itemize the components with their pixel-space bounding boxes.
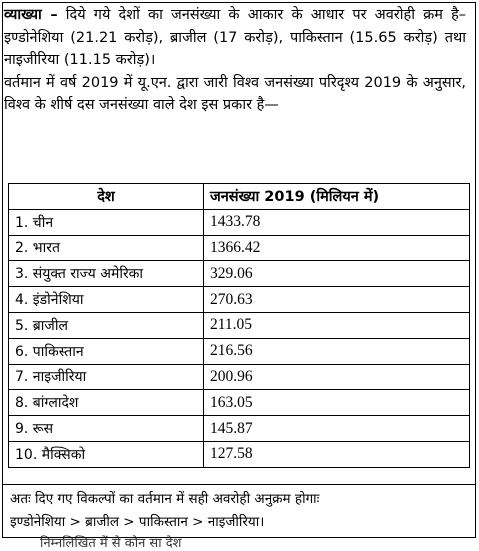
table-row (9, 261, 470, 287)
table-row (9, 287, 470, 313)
country-cell: 2. भारत (9, 235, 204, 261)
population-cell: 127.58 (204, 441, 470, 467)
population-cell: 145.87 (204, 416, 470, 442)
country-cell: 7. नाइजीरिया (9, 364, 204, 390)
conclusion-line-1: अतः दिए गए विकल्पों का वर्तमान में सही अवरोही अनुक्रम होगाः (10, 491, 320, 507)
country-cell: 3. संयुक्त राज्य अमेरिका (9, 261, 204, 287)
population-cell: 329.06 (204, 261, 470, 287)
table-header-row (9, 184, 470, 210)
table-row (9, 441, 470, 467)
table-row (9, 312, 470, 338)
population-cell: 1433.78 (204, 209, 470, 235)
table-row (9, 209, 470, 235)
country-cell: 10. मैक्सिको (9, 441, 204, 467)
table-row (9, 235, 470, 261)
population-table (8, 183, 470, 468)
country-cell: 1. चीन (9, 209, 204, 235)
country-cell: 6. पाकिस्तान (9, 338, 204, 364)
explanation-label: व्याख्या – (4, 7, 58, 23)
explanation-paragraph-1 (4, 4, 466, 72)
country-cell: 5. ब्राजील (9, 312, 204, 338)
explanation-paragraph-2: वर्तमान में वर्ष 2019 में यू.एन. द्वारा जारी विश्व जनसंख्या परिदृश्य 2019 के अनुसार, विश्व के शीर्ष दस जनसंख्या वाले देश इस प्रकार है— (4, 74, 466, 113)
explanation-text: दिये गये देशों का जनसंख्या के आकार के आधार पर अवरोही क्रम है–इण्डोनेशिया (21.21 करोड़), ब्राजील (17 करोड़), पाकिस्तान (15.65 करोड़) तथा नाइजीरिया (11.15 करोड़)। (4, 7, 467, 68)
conclusion-line-2: इण्डोनेशिया > ब्राजील > पाकिस्तान > नाइजीरिया। (10, 514, 265, 530)
population-cell: 163.05 (204, 390, 470, 416)
header-population: जनसंख्या 2019 (मिलियन में) (204, 184, 470, 210)
conclusion-section (2, 484, 476, 538)
explanation-section (4, 4, 466, 117)
header-country: देश (9, 184, 204, 210)
population-cell: 200.96 (204, 364, 470, 390)
table-row (9, 364, 470, 390)
country-cell: 4. इंडोनेशिया (9, 287, 204, 313)
next-question-partial-text: निम्नलिखित में से कौन सा देश (40, 536, 182, 551)
population-cell: 270.63 (204, 287, 470, 313)
country-cell: 9. रूस (9, 416, 204, 442)
country-cell: 8. बांग्लादेश (9, 390, 204, 416)
table-row (9, 416, 470, 442)
table-row (9, 390, 470, 416)
population-cell: 211.05 (204, 312, 470, 338)
table-row (9, 338, 470, 364)
population-cell: 216.56 (204, 338, 470, 364)
population-cell: 1366.42 (204, 235, 470, 261)
